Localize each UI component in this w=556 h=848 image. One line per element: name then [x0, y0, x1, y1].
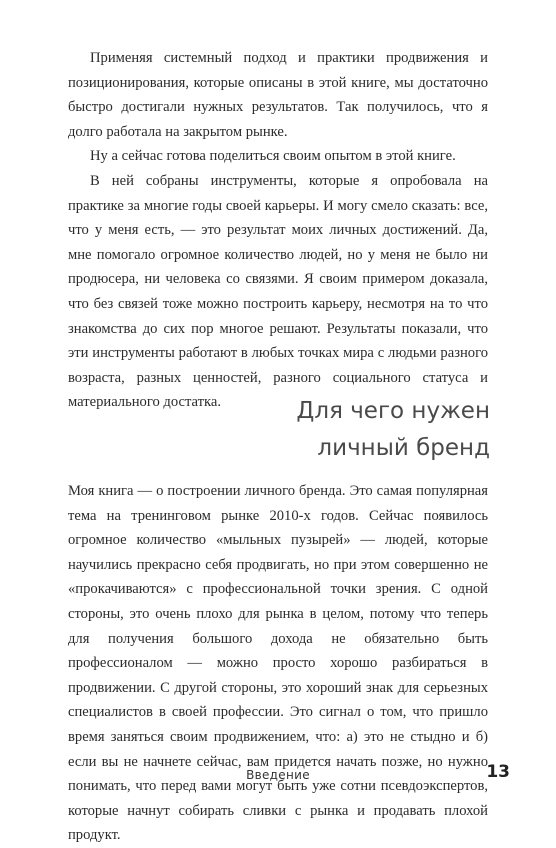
intro-text-block — [68, 46, 488, 415]
page-number: 13 — [486, 762, 510, 782]
intro-paragraph-1: Применяя системный подход и практики продвижения и позиционирования, которые описаны в этой книге, мы достаточно быстро достигали нужных результатов. Так получилось, что я долго работала на закрытом рынке. — [68, 50, 488, 140]
intro-paragraph-3: В ней собраны инструменты, которые я опробовала на практике за многие годы своей карьеры. И могу смело сказать: все, что у меня есть, — это результат моих личных достижений. Да, мне помогало огромное количество людей, но у меня не было ни продюсера, ни человека со связями. Я своим примером доказала, что без связей тоже можно построить карьеру, несмотря на то что знакомства до сих пор многое решают. Результаты показали, что эти инструменты работают в любых точках мира с людьми разного возраста, разных ценностей, разного социального статуса и материального достатка. — [68, 172, 488, 411]
running-footer: Введение — [246, 768, 310, 782]
intro-paragraph-2: Ну а сейчас готова поделиться своим опытом в этой книге. — [90, 148, 456, 165]
section-text-block — [68, 479, 488, 848]
section-paragraph: Моя книга — о построении личного бренда. Это самая популярная тема на тренинговом рынке 2010-х годов. Сейчас появилось огромное количество «мыльных пузырей» — людей, которые научились прекрасно себя продвигать, но при этом совершенно не «прокачиваются» с профессиональной точки зрения. С одной стороны, это очень плохо для рынка в целом, потому что теперь для получения большого дохода не обязательно быть профессионалом — можно просто хорошо разбираться в продвижении. С другой стороны, это хороший знак для серьезных специалистов в своей профессии. Это сигнал о том, что пришло время заняться своим продвижением, что: а) это не стыдно и б) если вы не начнете сейчас, вам придется начать позже, но нужно понимать, что перед вами могут быть уже сотни псевдоэкспертов, которые начнут собирать сливки с рынка и продавать плохой продукт. — [68, 483, 488, 844]
section-heading-line-2: личный бренд — [317, 435, 490, 461]
section-heading-line-1: Для чего нужен — [296, 398, 490, 424]
section-heading — [296, 393, 490, 467]
